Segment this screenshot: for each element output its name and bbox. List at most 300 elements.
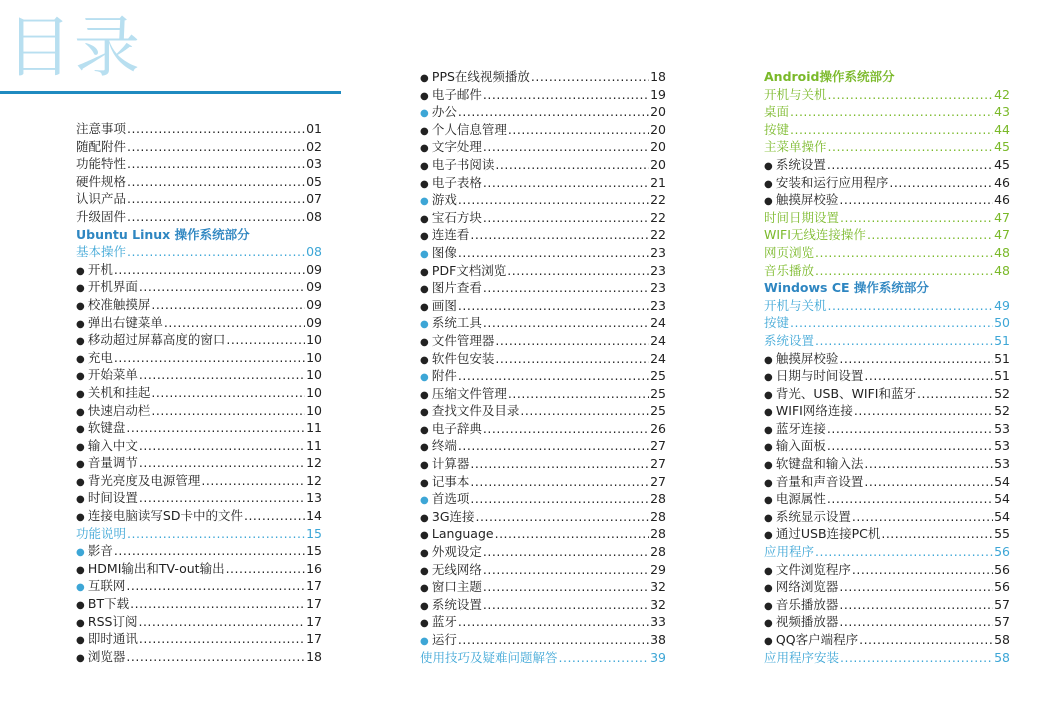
toc-page-number: 43 [994, 104, 1010, 120]
toc-entry-label: 随配附件 [76, 138, 127, 154]
toc-page-number: 53 [994, 456, 1010, 472]
toc-page-number: 20 [650, 139, 666, 155]
toc-entry[interactable] [420, 473, 666, 491]
toc-entry-label: ● 系统设置 [764, 156, 826, 176]
toc-entry[interactable] [76, 560, 322, 578]
toc-entry[interactable] [76, 384, 322, 402]
toc-entry-label: 开机与关机 [764, 297, 827, 313]
toc-entry[interactable] [76, 613, 322, 631]
toc-entry-label: 按键 [764, 315, 790, 331]
toc-entry[interactable] [764, 156, 1010, 174]
toc-leader-dots [458, 103, 649, 121]
toc-page-number: 42 [994, 86, 1010, 102]
toc-entry[interactable] [764, 420, 1010, 438]
toc-leader-dots [138, 613, 305, 631]
toc-page-number: 52 [994, 385, 1010, 401]
toc-leader-dots [470, 226, 649, 244]
toc-leader-dots [483, 174, 649, 192]
toc-leader-dots [127, 525, 305, 543]
toc-entry[interactable] [76, 366, 322, 384]
toc-column-left [76, 120, 322, 665]
toc-page-number: 53 [994, 420, 1010, 436]
toc-entry-label: Android操作系统部分 [764, 69, 895, 84]
toc-entry[interactable] [76, 243, 322, 261]
toc-entry-label: 升级固件 [76, 208, 127, 224]
toc-page-number: 57 [994, 614, 1010, 630]
toc-leader-dots [828, 86, 994, 104]
toc-entry[interactable] [764, 455, 1010, 473]
toc-entry[interactable] [76, 419, 322, 437]
toc-entry[interactable] [420, 561, 666, 579]
toc-page-number: 10 [306, 402, 322, 418]
toc-leader-dots [508, 121, 649, 139]
toc-entry[interactable] [764, 508, 1010, 526]
toc-page-number: 46 [994, 174, 1010, 190]
toc-entry[interactable] [764, 86, 1010, 104]
toc-entry[interactable] [764, 561, 1010, 579]
toc-page-number: 10 [306, 367, 322, 383]
toc-entry[interactable] [420, 402, 666, 420]
toc-leader-dots [815, 332, 993, 350]
toc-page-number: 44 [994, 121, 1010, 137]
toc-page-number: 11 [306, 420, 322, 436]
toc-leader-dots [867, 226, 993, 244]
toc-leader-dots [881, 525, 993, 543]
toc-leader-dots [508, 385, 649, 403]
toc-page-number: 38 [650, 632, 666, 647]
toc-leader-dots [127, 243, 305, 261]
toc-leader-dots [483, 561, 649, 579]
toc-leader-dots [815, 543, 993, 561]
toc-page-number: 50 [994, 315, 1010, 331]
toc-leader-dots [483, 314, 649, 332]
toc-leader-dots [917, 385, 993, 403]
toc-entry[interactable] [420, 226, 666, 244]
toc-leader-dots [827, 420, 993, 438]
toc-entry[interactable] [420, 596, 666, 614]
toc-entry-label: ● 互联网 [76, 577, 125, 597]
toc-entry[interactable] [76, 595, 322, 613]
toc-page-number: 53 [994, 438, 1010, 454]
toc-entry[interactable] [76, 402, 322, 420]
toc-entry[interactable] [420, 244, 666, 262]
toc-page-number: 08 [306, 208, 322, 224]
toc-leader-dots [559, 649, 650, 667]
toc-leader-dots [127, 190, 305, 208]
toc-entry[interactable] [764, 631, 1010, 649]
toc-page-number: 19 [650, 86, 666, 102]
toc-entry[interactable] [76, 120, 322, 138]
toc-leader-dots [483, 138, 649, 156]
toc-leader-dots [139, 437, 305, 455]
toc-entry[interactable] [764, 314, 1010, 332]
toc-entry[interactable] [420, 209, 666, 227]
toc-leader-dots [126, 419, 305, 437]
toc-entry-label: ● 窗口主题 [420, 578, 482, 598]
toc-entry-label: ● 蓝牙 [420, 613, 457, 633]
toc-entry-label: ● 移动超过屏幕高度的窗口 [76, 331, 225, 351]
toc-entry-label: ● 电子书阅读 [420, 156, 494, 176]
toc-entry[interactable] [764, 226, 1010, 244]
toc-entry[interactable] [76, 489, 322, 507]
toc-page-number: 45 [994, 139, 1010, 155]
toc-entry-label: ● 电子辞典 [420, 420, 482, 440]
toc-entry[interactable] [764, 121, 1010, 139]
toc-entry[interactable] [76, 349, 322, 367]
toc-entry-label: ● 充电 [76, 349, 113, 369]
toc-page-number: 26 [650, 420, 666, 436]
toc-page-number: 10 [306, 349, 322, 365]
toc-entry-label: ● 运行 [420, 631, 457, 651]
toc-entry-label: ● 音量调节 [76, 454, 138, 474]
toc-page-number: 20 [650, 104, 666, 120]
toc-leader-dots [495, 156, 649, 174]
toc-page-number: 20 [650, 156, 666, 172]
toc-entry[interactable] [764, 578, 1010, 596]
toc-entry[interactable] [764, 297, 1010, 315]
toc-leader-dots [126, 577, 305, 595]
toc-leader-dots [470, 473, 649, 491]
toc-page-number: 56 [994, 544, 1010, 560]
toc-entry[interactable] [76, 454, 322, 472]
toc-entry-label: ● QQ客户端程序 [764, 631, 858, 651]
toc-entry[interactable] [76, 577, 322, 595]
toc-entry-label: ● BT下载 [76, 595, 129, 615]
toc-entry[interactable] [420, 156, 666, 174]
toc-leader-dots [790, 103, 993, 121]
toc-page-number: 57 [994, 596, 1010, 612]
toc-page-number: 48 [994, 244, 1010, 260]
toc-leader-dots [483, 209, 649, 227]
toc-page-number: 54 [994, 508, 1010, 524]
toc-page-number: 56 [994, 579, 1010, 595]
toc-column-middle [420, 68, 666, 666]
toc-entry[interactable] [420, 578, 666, 596]
toc-entry-label: ● 记事本 [420, 473, 469, 493]
toc-leader-dots [127, 208, 305, 226]
toc-page-number: 24 [650, 332, 666, 348]
toc-entry[interactable] [420, 68, 666, 86]
toc-entry[interactable] [420, 332, 666, 350]
toc-entry-label: ● 蓝牙连接 [764, 420, 826, 440]
toc-page-number: 23 [650, 262, 666, 278]
toc-entry-label: 按键 [764, 121, 790, 137]
toc-entry[interactable] [764, 191, 1010, 209]
toc-leader-dots [889, 174, 993, 192]
toc-entry[interactable] [76, 648, 322, 666]
toc-entry-label: 功能说明 [76, 525, 127, 541]
toc-entry[interactable] [764, 367, 1010, 385]
toc-entry[interactable] [420, 350, 666, 368]
toc-leader-dots [507, 262, 649, 280]
toc-entry-label: ● 压缩文件管理 [420, 385, 507, 405]
toc-entry[interactable] [420, 121, 666, 139]
toc-entry-label: ● 输入中文 [76, 437, 138, 457]
toc-page-number: 14 [306, 508, 322, 524]
toc-page-number: 28 [650, 544, 666, 560]
toc-entry[interactable] [764, 262, 1010, 280]
toc-leader-dots [458, 244, 649, 262]
toc-entry[interactable] [76, 173, 322, 191]
toc-entry-label: ● 日期与时间设置 [764, 367, 863, 387]
toc-entry-label: ● 软键盘 [76, 419, 125, 439]
toc-entry[interactable] [420, 649, 666, 667]
toc-leader-dots [839, 578, 993, 596]
toc-leader-dots [127, 155, 305, 173]
toc-entry[interactable] [420, 420, 666, 438]
toc-entry-label: ● 附件 [420, 367, 457, 387]
toc-leader-dots [151, 296, 305, 314]
toc-section-heading [76, 226, 322, 244]
toc-page-number: 17 [306, 631, 322, 647]
toc-leader-dots [127, 138, 305, 156]
toc-page-number: 22 [650, 192, 666, 208]
toc-entry-label: ● 系统显示设置 [764, 508, 851, 528]
toc-entry[interactable] [420, 543, 666, 561]
toc-page-number: 51 [994, 350, 1010, 366]
toc-leader-dots [839, 191, 993, 209]
toc-entry-label: ● 软件包安装 [420, 350, 494, 370]
toc-entry[interactable] [764, 437, 1010, 455]
toc-entry-label: 时间日期设置 [764, 209, 840, 225]
toc-leader-dots [839, 350, 993, 368]
toc-leader-dots [130, 595, 305, 613]
toc-leader-dots [114, 349, 305, 367]
toc-entry-label: ● 电子表格 [420, 174, 482, 194]
toc-page-number: 32 [650, 579, 666, 595]
toc-entry-label: ● PPS在线视频播放 [420, 68, 530, 88]
toc-entry-label: ● RSS订阅 [76, 613, 137, 633]
toc-leader-dots [864, 455, 993, 473]
toc-page-number: 15 [306, 525, 322, 541]
toc-entry-label: ● 通过USB连接PC机 [764, 525, 880, 545]
toc-entry-label: ● 网络浏览器 [764, 578, 838, 598]
toc-leader-dots [864, 367, 993, 385]
toc-leader-dots [164, 314, 305, 332]
toc-leader-dots [483, 578, 649, 596]
toc-entry-label: ● 终端 [420, 437, 457, 457]
toc-entry[interactable] [764, 244, 1010, 262]
toc-leader-dots [520, 402, 649, 420]
toc-entry[interactable] [764, 596, 1010, 614]
toc-entry[interactable] [420, 367, 666, 385]
toc-page-number: 16 [306, 560, 322, 576]
toc-page-number: 09 [306, 261, 322, 277]
toc-leader-dots [139, 489, 305, 507]
toc-entry[interactable] [420, 525, 666, 543]
toc-entry-label: 功能特性 [76, 156, 127, 172]
toc-entry-label: ● 软键盘和输入法 [764, 455, 863, 475]
toc-leader-dots [852, 561, 993, 579]
toc-page-number: 23 [650, 297, 666, 313]
toc-page-number: 56 [994, 561, 1010, 577]
toc-entry[interactable] [420, 262, 666, 280]
toc-entry-label: ● 连连看 [420, 226, 469, 246]
toc-entry[interactable] [76, 261, 322, 279]
toc-entry[interactable] [76, 138, 322, 156]
toc-page-number: 28 [650, 526, 666, 542]
toc-entry-label: ● 图像 [420, 244, 457, 264]
toc-entry[interactable] [76, 278, 322, 296]
toc-entry[interactable] [76, 542, 322, 560]
toc-leader-dots [201, 472, 305, 490]
toc-entry[interactable] [764, 543, 1010, 561]
toc-page-number: 20 [650, 121, 666, 137]
toc-leader-dots [470, 455, 649, 473]
toc-entry[interactable] [420, 314, 666, 332]
toc-entry[interactable] [764, 174, 1010, 192]
toc-leader-dots [483, 420, 649, 438]
toc-entry[interactable] [764, 402, 1010, 420]
toc-leader-dots [458, 437, 649, 455]
toc-leader-dots [151, 384, 305, 402]
toc-entry[interactable] [76, 630, 322, 648]
toc-entry[interactable] [420, 174, 666, 192]
toc-entry-label: 主菜单操作 [764, 139, 827, 155]
toc-page-number: 17 [306, 613, 322, 629]
toc-leader-dots [483, 86, 649, 104]
toc-entry-label: 硬件规格 [76, 173, 127, 189]
toc-page-number: 21 [650, 174, 666, 190]
toc-page-number: 23 [650, 244, 666, 260]
page-title: 目录 [6, 9, 142, 86]
toc-entry[interactable] [76, 331, 322, 349]
toc-entry-label: ● 查找文件及目录 [420, 402, 519, 422]
toc-entry[interactable] [420, 279, 666, 297]
toc-leader-dots [458, 613, 649, 631]
toc-leader-dots [864, 473, 993, 491]
toc-leader-dots [114, 261, 305, 279]
toc-page-number: 25 [650, 403, 666, 419]
toc-page-number: 52 [994, 403, 1010, 419]
toc-entry[interactable] [420, 455, 666, 473]
toc-entry[interactable] [76, 472, 322, 490]
toc-entry-label: ● 音量和声音设置 [764, 473, 863, 493]
toc-leader-dots [495, 332, 649, 350]
toc-entry-label: ● 文字处理 [420, 138, 482, 158]
toc-page-number: 45 [994, 156, 1010, 172]
toc-entry[interactable] [764, 103, 1010, 121]
toc-page-number: 10 [306, 384, 322, 400]
toc-entry-label: ● 关机和挂起 [76, 384, 150, 404]
toc-entry-label: ● 外观设定 [420, 543, 482, 563]
toc-entry[interactable] [764, 138, 1010, 156]
toc-entry[interactable] [764, 332, 1010, 350]
toc-entry-label: 使用技巧及疑难问题解答 [420, 649, 558, 665]
toc-entry-label: Windows CE 操作系统部分 [764, 280, 929, 296]
toc-entry[interactable] [420, 138, 666, 156]
toc-entry-label: ● 图片查看 [420, 279, 482, 299]
toc-entry[interactable] [76, 314, 322, 332]
toc-entry-label: ● 游戏 [420, 191, 457, 211]
toc-leader-dots [827, 156, 993, 174]
toc-page-number: 02 [306, 138, 322, 154]
toc-entry[interactable] [420, 385, 666, 403]
toc-page-number: 11 [306, 437, 322, 453]
toc-leader-dots [840, 209, 993, 227]
toc-leader-dots [790, 121, 993, 139]
toc-entry[interactable] [76, 155, 322, 173]
toc-page-number: 01 [306, 121, 322, 136]
toc-page-number: 58 [994, 649, 1010, 665]
toc-entry[interactable] [420, 297, 666, 315]
toc-entry-label: ● 校准触摸屏 [76, 296, 150, 316]
toc-entry-label: ● 即时通讯 [76, 630, 138, 650]
toc-entry[interactable] [764, 525, 1010, 543]
toc-entry[interactable] [420, 437, 666, 455]
toc-entry[interactable] [420, 631, 666, 649]
toc-entry-label: ● 背光亮度及电源管理 [76, 472, 200, 492]
toc-entry[interactable] [764, 385, 1010, 403]
toc-page-number: 23 [650, 280, 666, 296]
toc-leader-dots [531, 68, 649, 86]
toc-leader-dots [483, 543, 649, 561]
toc-page-number: 12 [306, 455, 322, 471]
toc-page-number: 07 [306, 191, 322, 207]
toc-entry[interactable] [764, 473, 1010, 491]
toc-entry[interactable] [420, 508, 666, 526]
toc-page-number: 24 [650, 315, 666, 331]
toc-leader-dots [852, 508, 993, 526]
toc-entry-label: ● HDMI输出和TV-out输出 [76, 560, 225, 580]
toc-entry-label: ● 办公 [420, 103, 457, 123]
toc-entry[interactable] [76, 190, 322, 208]
toc-entry[interactable] [764, 209, 1010, 227]
toc-entry-label: ● Language [420, 525, 494, 545]
toc-leader-dots [127, 120, 305, 138]
toc-leader-dots [840, 649, 993, 667]
toc-page-number: 27 [650, 456, 666, 472]
toc-page-number: 15 [306, 543, 322, 559]
toc-entry[interactable] [420, 86, 666, 104]
toc-entry[interactable] [420, 490, 666, 508]
toc-leader-dots [828, 138, 994, 156]
toc-leader-dots [495, 350, 649, 368]
toc-entry[interactable] [76, 525, 322, 543]
toc-leader-dots [828, 297, 994, 315]
toc-entry-label: ● WIFI网络连接 [764, 402, 853, 422]
toc-entry-label: ● 电源属性 [764, 490, 826, 510]
toc-entry[interactable] [764, 490, 1010, 508]
toc-entry-label: ● 视频播放器 [764, 613, 838, 633]
toc-leader-dots [815, 262, 993, 280]
toc-page-number: 55 [994, 526, 1010, 542]
toc-entry[interactable] [764, 649, 1010, 667]
toc-entry[interactable] [76, 296, 322, 314]
toc-page-number: 39 [650, 649, 666, 665]
toc-entry-label: 网页浏览 [764, 244, 815, 260]
toc-entry[interactable] [420, 103, 666, 121]
toc-page-number: 51 [994, 368, 1010, 384]
toc-entry-label: 认识产品 [76, 191, 127, 207]
toc-leader-dots [483, 596, 649, 614]
toc-entry-label: ● 触摸屏校验 [764, 191, 838, 211]
toc-entry[interactable] [764, 613, 1010, 631]
toc-entry-label: ● 系统工具 [420, 314, 482, 334]
toc-entry-label: ● 输入面板 [764, 437, 826, 457]
toc-leader-dots [458, 367, 649, 385]
toc-leader-dots [839, 596, 993, 614]
toc-entry[interactable] [420, 613, 666, 631]
toc-entry[interactable] [420, 191, 666, 209]
toc-entry-label: Ubuntu Linux 操作系统部分 [76, 226, 250, 242]
toc-page-number: 05 [306, 173, 322, 189]
toc-entry[interactable] [76, 208, 322, 226]
toc-entry[interactable] [76, 507, 322, 525]
toc-page-number: 17 [306, 578, 322, 594]
toc-entry[interactable] [764, 350, 1010, 368]
toc-entry[interactable] [76, 437, 322, 455]
